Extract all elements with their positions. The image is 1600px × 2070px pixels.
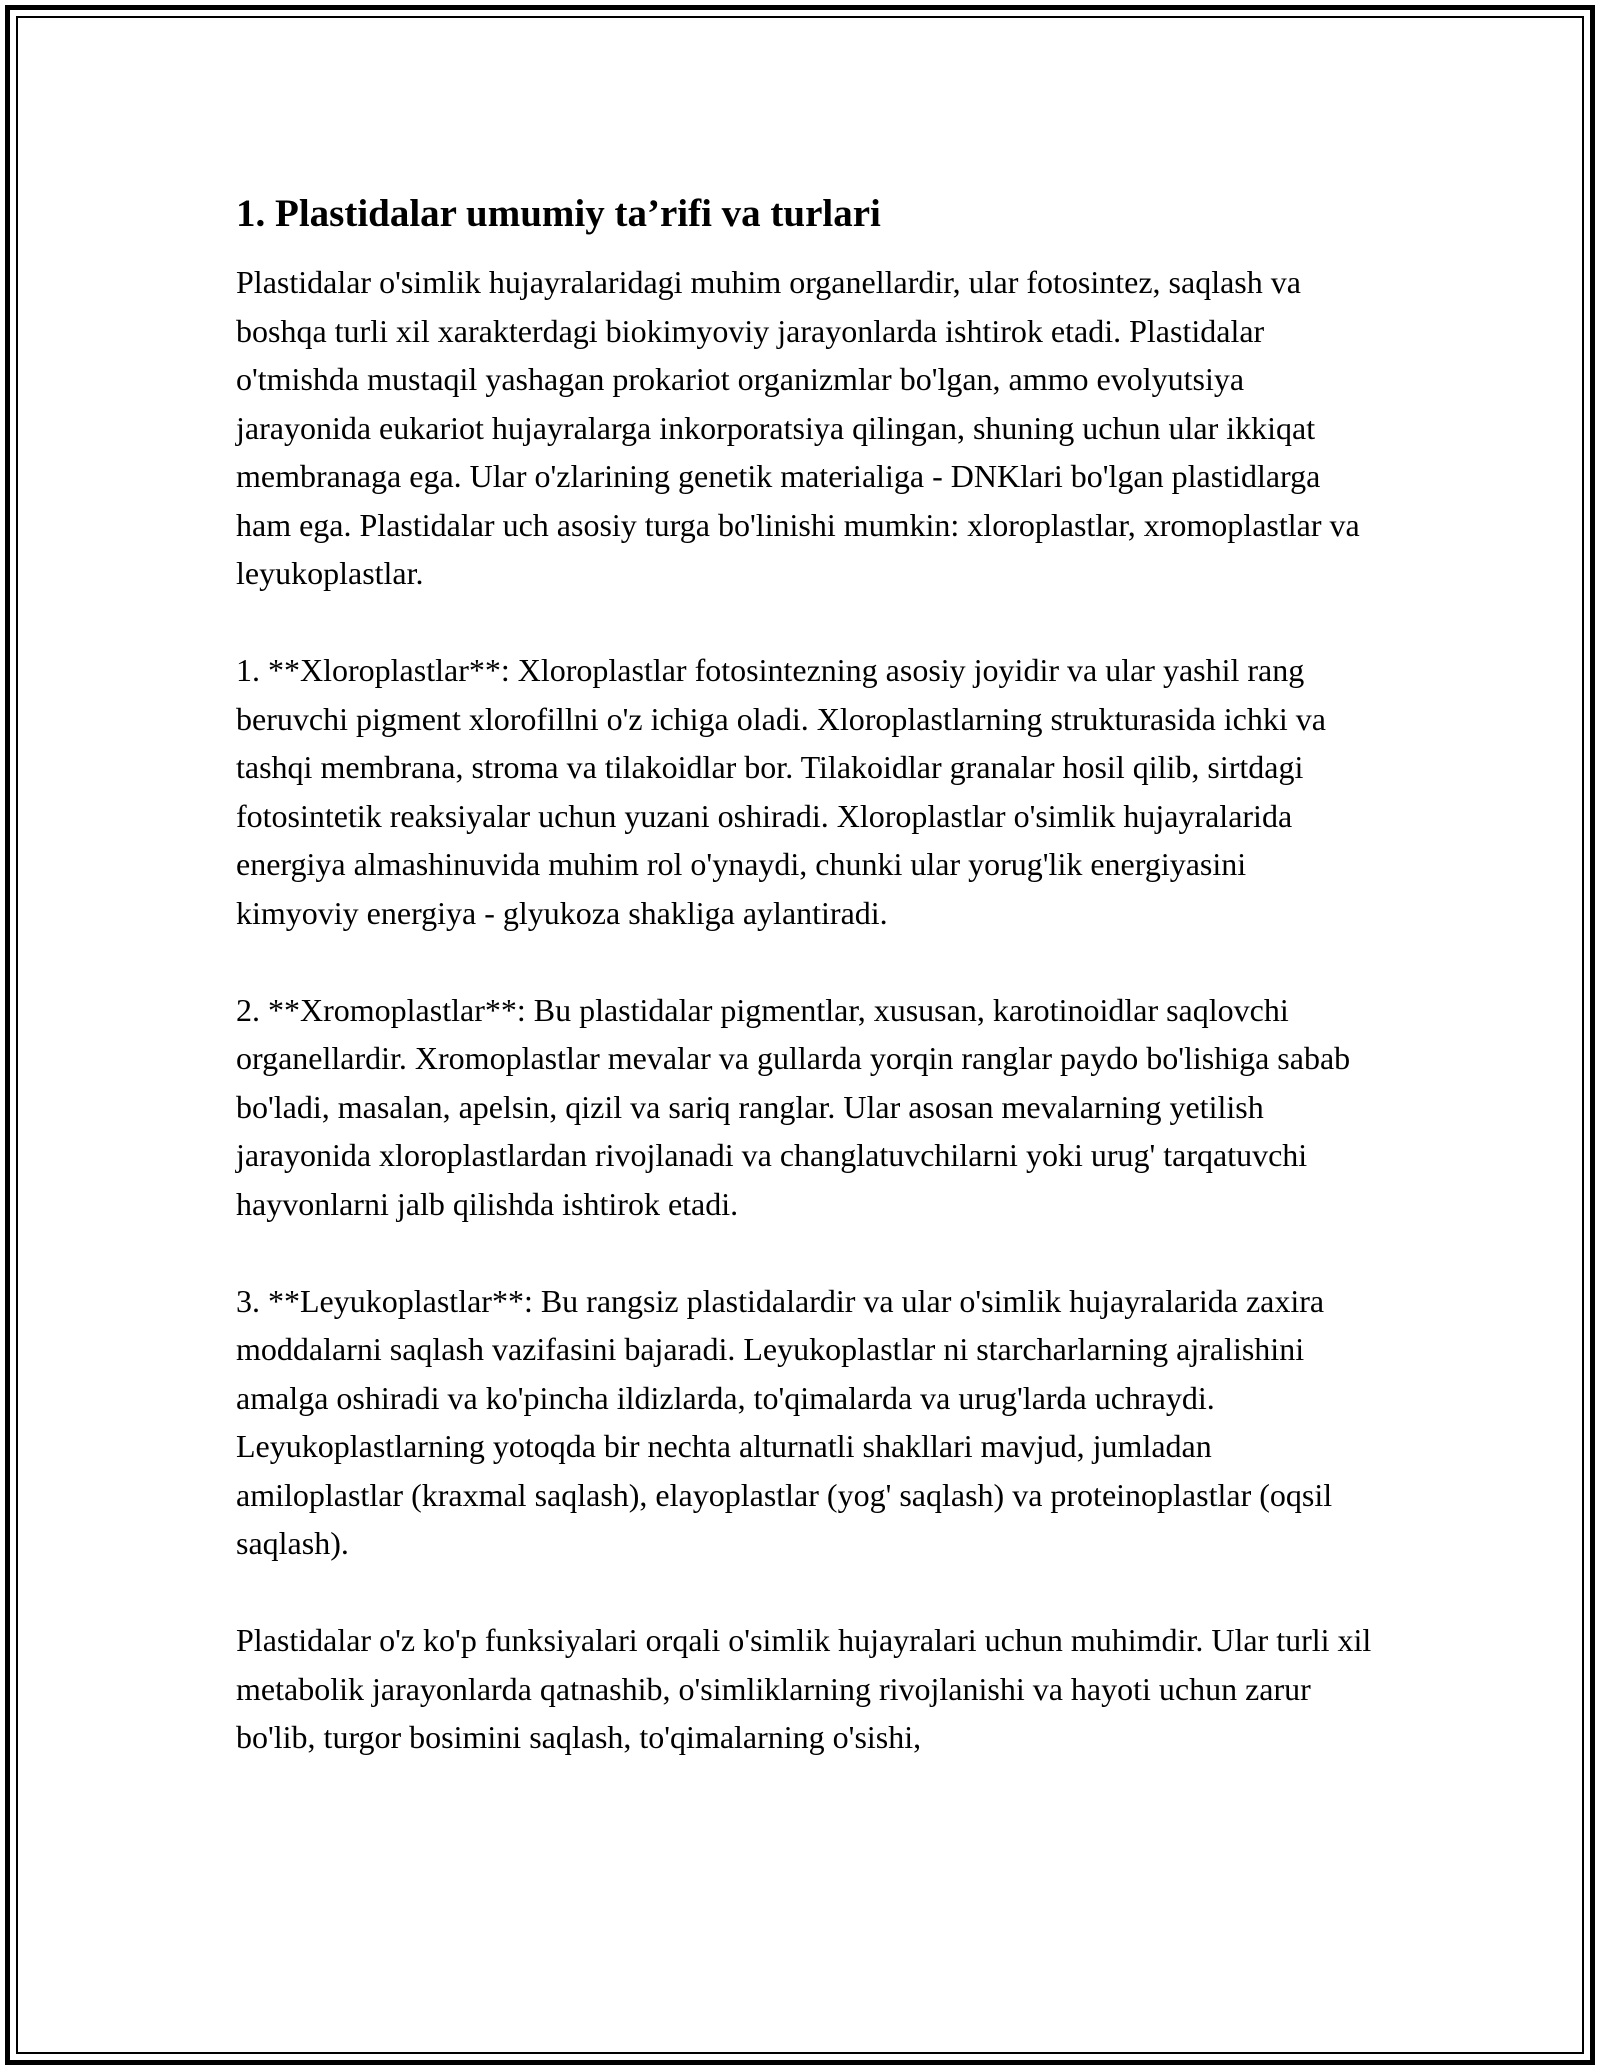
conclusion-paragraph: Plastidalar o'z ko'p funksiyalari orqali o'simlik hujayralari uchun muhimdir. Ular turli xil metabolik jarayonlarda qatnashib, o'simliklarning rivojlanishi va hayoti uchun zarur bo'lib, turgor bosimini saqlash, to'qimalarning o'sishi, [236,1622,1372,1755]
chloroplasts-paragraph: 1. **Xloroplastlar**: Xloroplastlar fotosintezning asosiy joyidir va ular yashil rang beruvchi pigment xlorofillni o'z ichiga oladi. Xloroplastlarning strukturasida ichki va tashqi membrana, stroma va tilakoidlar bor. Tilakoidlar granalar hosil qilib, sirtdagi fotosintetik reaksiyalar uchun yuzani oshiradi. Xloroplastlar o'simlik hujayralarida energiya almashinuvida muhim rol o'ynaydi, chunki ular yorug'lik energiyasini kimyoviy energiya - glyukoza shakliga aylantiradi. [236,652,1326,931]
section-heading: 1. Plastidalar umumiy ta’rifi va turlari [236,192,881,235]
leucoplasts-paragraph: 3. **Leyukoplastlar**: Bu rangsiz plastidalardir va ular o'simlik hujayralarida zaxira moddalarni saqlash vazifasini bajaradi. Leyukoplastlar ni starcharlarning ajralishini amalga oshiradi va ko'pincha ildizlarda, to'qimalarda va urug'larda uchraydi. Leyukoplastlarning yotoqda bir nechta alturnatli shakllari mavjud, jumladan amiloplastlar (kraxmal saqlash), elayoplastlar (yog' saqlash) va proteinoplastlar (oqsil saqlash). [236,1282,1333,1561]
intro-paragraph: Plastidalar o'simlik hujayralaridagi muhim organellardir, ular fotosintez, saqlash va boshqa turli xil xarakterdagi biokimyoviy jarayonlarda ishtirok etadi. Plastidalar o'tmishda mustaqil yashagan prokariot organizmlar bo'lgan, ammo evolyutsiya jarayonida eukariot hujayralarga inkorporatsiya qilingan, shuning uchun ular ikkiqat membranaga ega. Ular o'zlarining genetik materialiga - DNKlari bo'lgan plastidlarga ham ega. Plastidalar uch asosiy turga bo'linishi mumkin: xloroplastlar, xromoplastlar va leyukoplastlar. [236,264,1360,591]
chromoplasts-paragraph: 2. **Xromoplastlar**: Bu plastidalar pigmentlar, xususan, karotinoidlar saqlovchi organellardir. Xromoplastlar mevalar va gullarda yorqin ranglar paydo bo'lishiga sabab bo'ladi, masalan, apelsin, qizil va sariq ranglar. Ular asosan mevalarning yetilish jarayonida xloroplastlardan rivojlanadi va changlatuvchilarni yoki urug' tarqatuvchi hayvonlarni jalb qilishda ishtirok etadi. [236,991,1351,1222]
document-body [236,188,1376,1762]
